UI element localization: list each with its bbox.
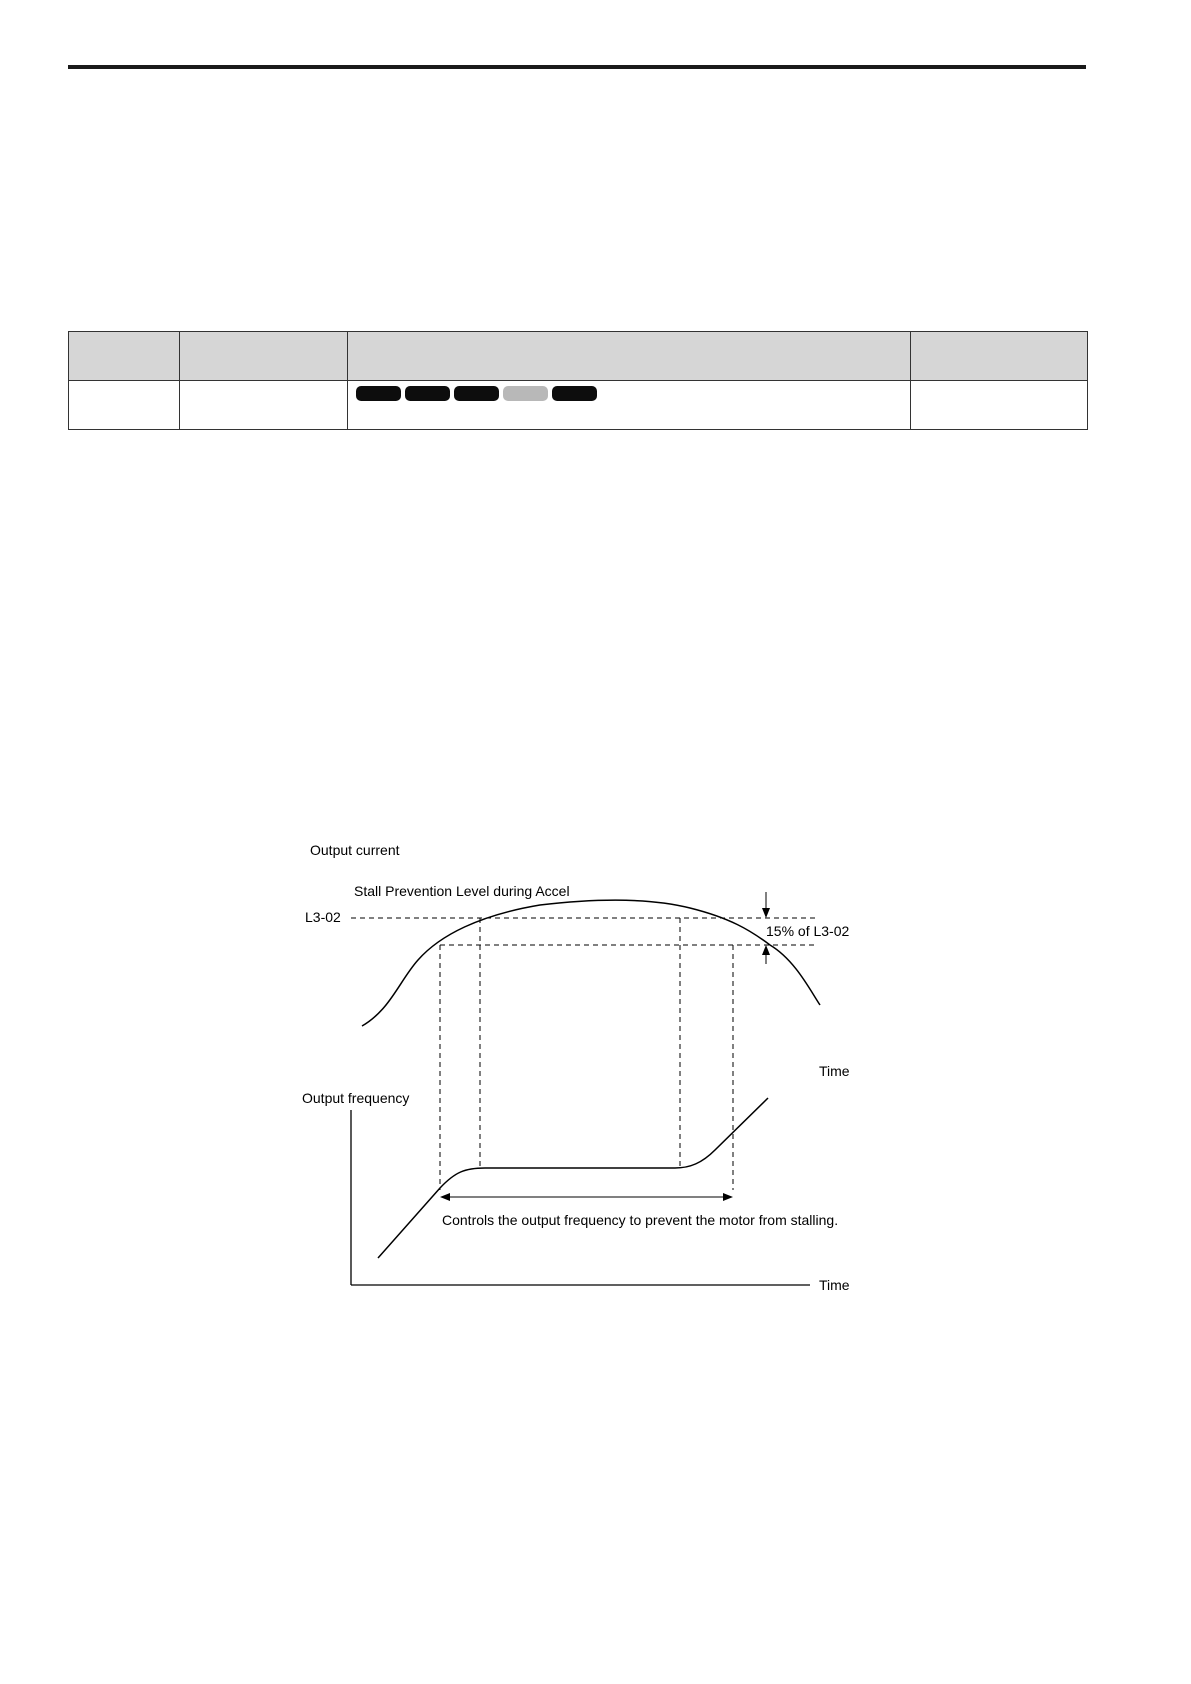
control-description-label: Controls the output frequency to prevent the motor from stalling. [442,1212,839,1228]
control-mode-badge-4 [503,386,548,401]
control-mode-badge-5 [552,386,597,401]
cell-no [69,381,180,430]
vertical-guide-lines [440,918,733,1190]
header-rule [68,65,1086,69]
parameter-table [68,331,1088,430]
control-mode-badge-1 [356,386,401,401]
control-mode-badges [356,385,902,401]
cell-description [348,381,911,430]
time-label-top: Time [819,1063,850,1079]
header-name [180,332,348,381]
header-description [348,332,911,381]
header-no [69,332,180,381]
output-current-label: Output current [310,842,400,858]
cell-default [911,381,1088,430]
stall-prevention-label: Stall Prevention Level during Accel [354,883,570,899]
time-label-bottom: Time [819,1277,850,1293]
table-row [69,381,1088,430]
output-current-curve [362,900,820,1026]
output-frequency-curve [378,1098,768,1258]
cell-name [180,381,348,430]
l3-02-label: L3-02 [305,909,341,925]
stall-prevention-diagram [290,830,870,1320]
output-frequency-label: Output frequency [302,1090,410,1106]
control-mode-badge-2 [405,386,450,401]
table-header-row [69,332,1088,381]
control-mode-badge-3 [454,386,499,401]
stall-control-range-arrow [440,1193,733,1201]
hysteresis-label: 15% of L3-02 [766,923,850,939]
header-default [911,332,1088,381]
